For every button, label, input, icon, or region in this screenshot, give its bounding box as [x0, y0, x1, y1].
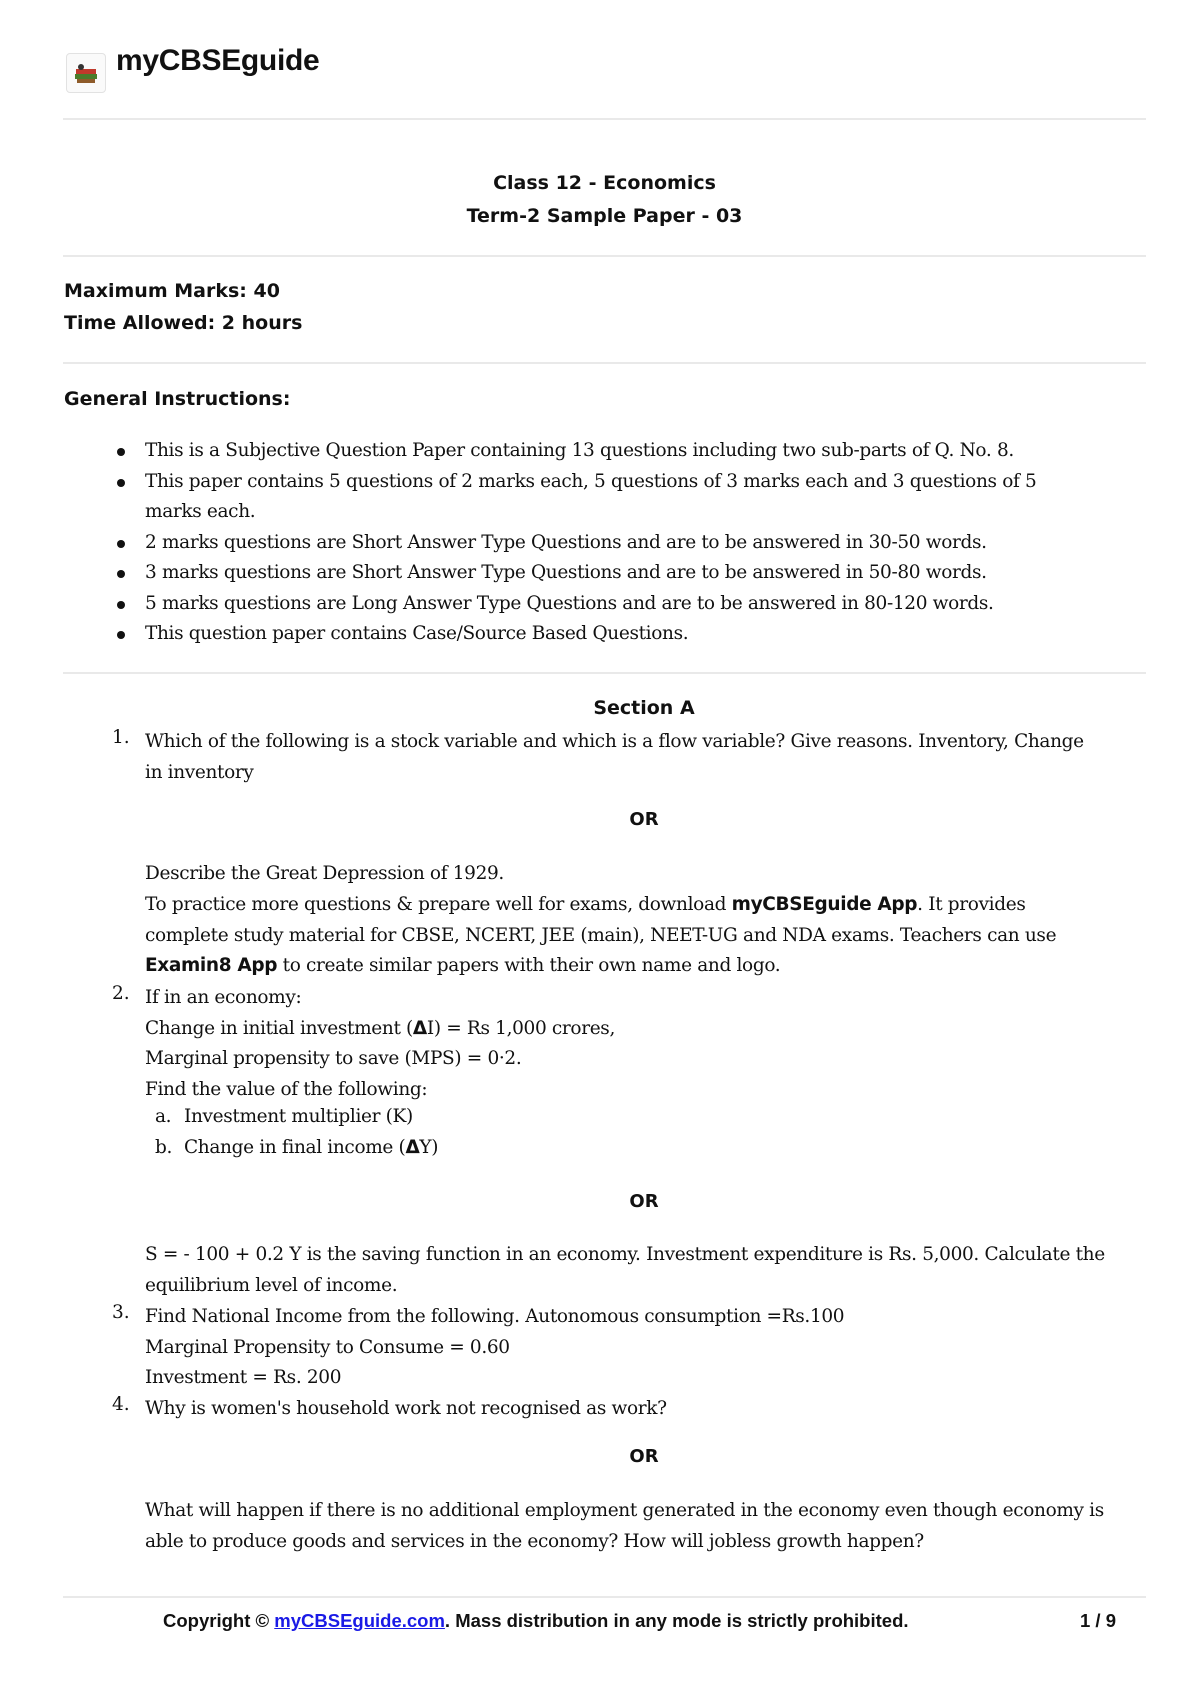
delta-symbol: Δ — [412, 1017, 427, 1039]
or-label: OR — [629, 1446, 659, 1467]
divider — [63, 255, 1146, 257]
paper-subtitle: Term-2 Sample Paper - 03 — [466, 205, 743, 227]
question-4-alt: What will happen if there is no additional employment generated in the economy even though economy is able to produce goods and services in the economy? How will jobless growth happen? — [145, 1500, 1104, 1552]
instruction-item: 2 marks questions are Short Answer Type Questions and are to be answered in 30-50 words. — [64, 528, 1094, 559]
time-allowed: Time Allowed: 2 hours — [64, 312, 303, 334]
divider — [63, 672, 1146, 674]
delta-symbol: Δ — [405, 1137, 420, 1158]
footer — [63, 1610, 1146, 1640]
question-2-text: If in an economy: Change in initial investment (ΔI) = Rs 1,000 crores, Marginal propensity to save (MPS) = 0·2. Find the value of the following: — [145, 987, 615, 1100]
or-label: OR — [629, 809, 659, 830]
mycbseguide-app: myCBSEguide App — [731, 894, 918, 915]
logo-icon — [66, 53, 106, 93]
instruction-item: This question paper contains Case/Source Based Questions. — [64, 619, 1094, 650]
question-1-text: Which of the following is a stock variable and which is a flow variable? Give reasons. Inventory, Change in inventory — [145, 731, 1084, 783]
instruction-item: This is a Subjective Question Paper containing 13 questions including two sub-parts of Q. No. 8. — [64, 436, 1094, 467]
question-number: 3. — [112, 1302, 130, 1323]
paper-class-title: Class 12 - Economics — [493, 172, 716, 194]
copyright-text: Copyright © myCBSEguide.com. Mass distribution in any mode is strictly prohibited. — [163, 1610, 909, 1631]
question-4-text: Why is women's household work not recognised as work? — [145, 1398, 667, 1419]
sub-item: a. Investment multiplier (K) — [155, 1106, 413, 1127]
maximum-marks: Maximum Marks: 40 — [64, 280, 280, 302]
question-2-alt: S = - 100 + 0.2 Y is the saving function in an economy. Investment expenditure is Rs. 5,000. Calculate the equilibrium level of income. — [145, 1244, 1105, 1296]
question-number: 1. — [112, 727, 130, 748]
question-3-text: Find National Income from the following. Autonomous consumption =Rs.100 Marginal Propensity to Consume = 0.60 Investment = Rs. 200 — [145, 1306, 845, 1388]
promo-text: To practice more questions & prepare well for exams, download myCBSEguide App. It provides complete study material for CBSE, NCERT, JEE (main), NEET-UG and NDA exams. Teachers can use Examin8 App to create similar papers with their own name and logo. — [145, 894, 1057, 976]
divider — [63, 118, 1146, 120]
page-number: 1 / 9 — [1080, 1610, 1116, 1631]
divider — [63, 1596, 1146, 1598]
instruction-item: 5 marks questions are Long Answer Type Questions and are to be answered in 80-120 words. — [64, 589, 1094, 620]
sub-item: b. Change in final income (ΔY) — [155, 1137, 439, 1158]
divider — [63, 362, 1146, 364]
instructions-heading: General Instructions: — [64, 388, 291, 410]
question-1-alt: Describe the Great Depression of 1929. — [145, 863, 504, 884]
instruction-item: 3 marks questions are Short Answer Type Questions and are to be answered in 50-80 words. — [64, 558, 1094, 589]
question-number: 4. — [112, 1394, 130, 1415]
examin8-app: Examin8 App — [145, 955, 278, 976]
instructions-list — [64, 436, 1094, 650]
or-label: OR — [629, 1191, 659, 1212]
section-heading: Section A — [593, 697, 695, 719]
instruction-item: This paper contains 5 questions of 2 marks each, 5 questions of 3 marks each and 3 questions of 5 marks each. — [64, 467, 1094, 528]
question-number: 2. — [112, 983, 130, 1004]
mycbseguide-link[interactable]: myCBSEguide.com — [274, 1610, 445, 1631]
brand-name: myCBSEguide — [116, 44, 320, 77]
